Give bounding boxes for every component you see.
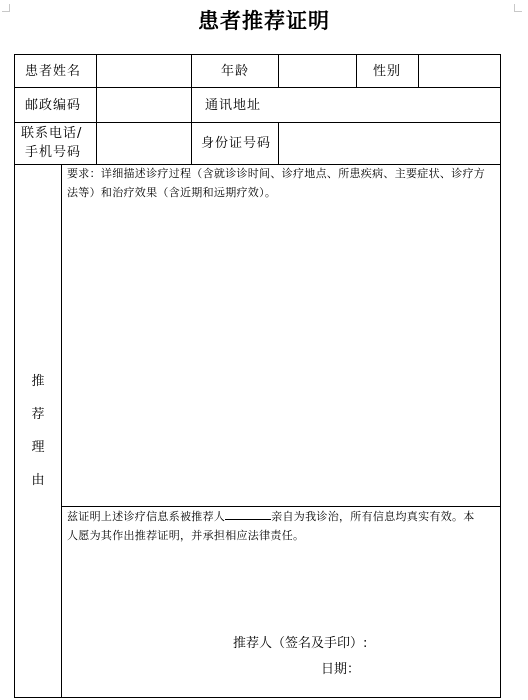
gender-label: 性别	[373, 64, 402, 79]
certification-statement	[67, 507, 475, 545]
certification-part1: 兹证明上述诊疗信息系被推荐人	[67, 510, 226, 523]
address-field[interactable]	[279, 88, 500, 122]
reason-char: 由	[31, 473, 45, 488]
reason-char: 推	[31, 374, 45, 389]
address-label: 通讯地址	[205, 98, 262, 113]
recommendation-reason-label	[15, 165, 61, 697]
col-divider	[191, 55, 192, 164]
page-title: 患者推荐证明	[198, 8, 330, 33]
date-label: 日期：	[321, 662, 361, 677]
patient-name-label: 患者姓名	[25, 64, 82, 79]
patient-name-field[interactable]	[97, 55, 191, 87]
age-field[interactable]	[279, 55, 356, 87]
id-number-field[interactable]	[279, 123, 500, 164]
age-label: 年龄	[221, 64, 250, 79]
reason-char: 荐	[31, 407, 45, 422]
phone-label-line1: 联系电话/	[21, 126, 83, 141]
col-divider	[356, 55, 357, 87]
gender-field[interactable]	[419, 55, 500, 87]
phone-label-line2: 手机号码	[25, 145, 82, 160]
postal-code-label: 邮政编码	[25, 98, 82, 113]
phone-field[interactable]	[97, 123, 191, 164]
requirement-text: 要求：详细描述诊疗过程（含就诊诊时间、诊疗地点、所患疾病、主要症状、诊疗方法等）和治疗效果（含近期和远期疗效）。	[67, 167, 486, 199]
recommendation-form	[14, 54, 501, 698]
reason-char: 理	[31, 440, 45, 455]
postal-code-field[interactable]	[97, 88, 191, 122]
id-number-label: 身份证号码	[201, 136, 272, 151]
reason-text-area[interactable]	[62, 205, 500, 505]
recommended-person-blank[interactable]	[225, 507, 271, 520]
recommender-signature-label: 推荐人（签名及手印）:	[233, 636, 368, 651]
certification-part2: 亲自为我诊治，所有信息均真实有效。本人愿为其作出推荐证明，并承担相应法律责任。	[67, 510, 475, 542]
